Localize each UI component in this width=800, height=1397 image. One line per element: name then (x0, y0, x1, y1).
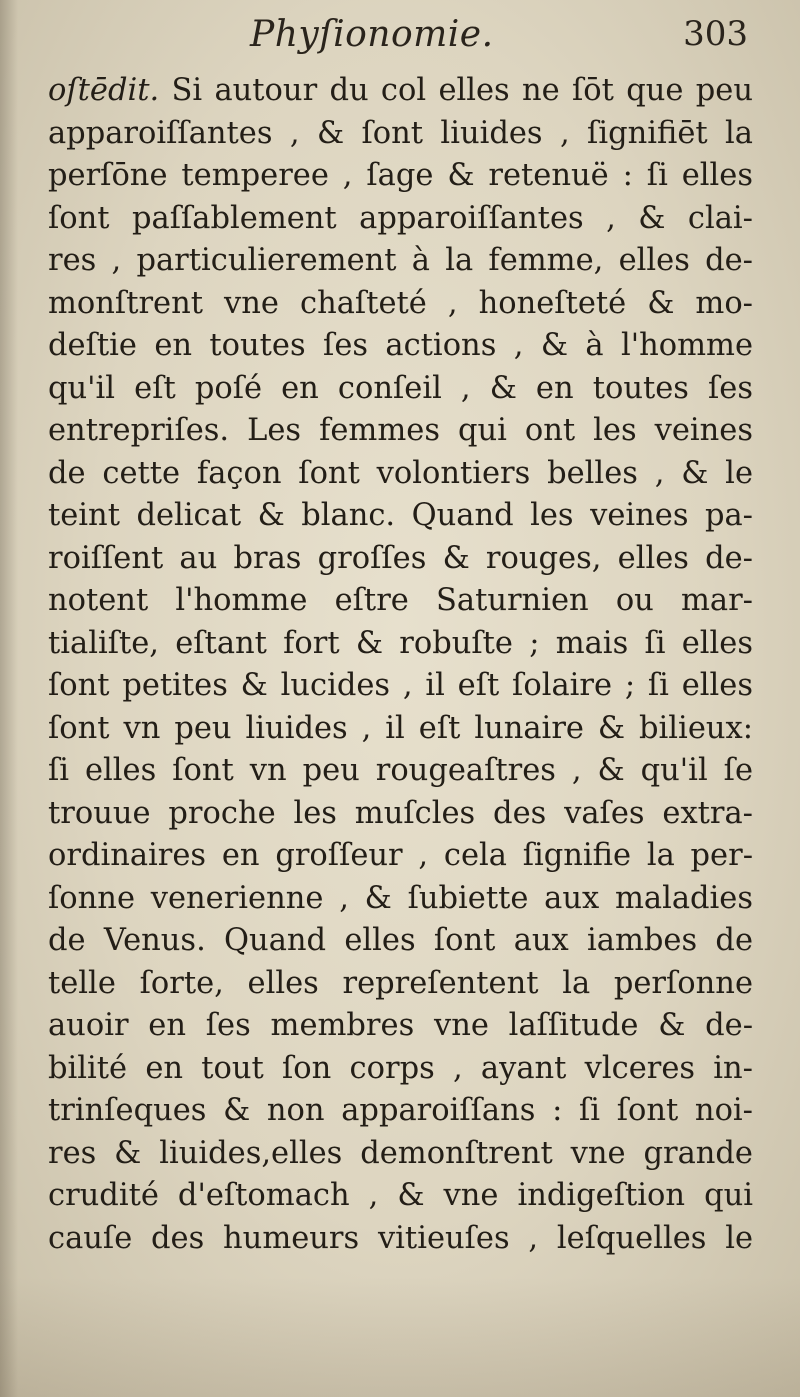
text-line: perſōne temperee , ſage & retenuë : ſi elles (48, 158, 753, 193)
text-line: tialiſte, eſtant fort & robuſte ; mais ſi elles (48, 625, 753, 661)
body-text (48, 70, 753, 1260)
text-line: entrepriſes. Les femmes qui ont les veines (48, 413, 753, 448)
running-title: Phyſionomie. (250, 14, 494, 55)
text-line: auoir en ſes membres vne laſſitude & de- (48, 1008, 753, 1043)
gutter-shadow (0, 0, 18, 1397)
page-number: 303 (683, 14, 748, 54)
catchword-continuation: oſtēdit. (48, 73, 160, 108)
text-line: monſtrent vne chaſteté , honeſteté & mo- (48, 285, 753, 321)
text-line: telle ſorte, elles repreſentent la perſonne (48, 965, 753, 1001)
text-line: res & liuides,elles demonſtrent vne grande (48, 1135, 753, 1171)
text-line: ſonne venerienne , & ſubiette aux maladies (48, 880, 753, 916)
text-line: notent l'homme eſtre Saturnien ou mar- (48, 583, 753, 618)
text-line: ordinaires en groſſeur , cela ſignifie la per- (48, 838, 753, 873)
text-line: ſont paſſablement apparoiſſantes , & clai- (48, 200, 753, 236)
text-line: ſont vn peu liuides , il eſt lunaire & bilieux: (48, 710, 753, 746)
text-line: teint delicat & blanc. Quand les veines pa- (48, 498, 753, 533)
text-line: qu'il eſt poſé en conſeil , & en toutes ſes (48, 370, 753, 406)
text-line-rest: Si autour du col elles ne ſōt que peu (159, 73, 753, 108)
text-line: ſont petites & lucides , il eſt ſolaire ; ſi elles (48, 668, 753, 703)
text-line: crudité d'eſtomach , & vne indigeſtion qui (48, 1178, 753, 1213)
text-line: cauſe des humeurs vitieuſes , leſquelles le (48, 1220, 753, 1256)
text-line: de cette façon ſont volontiers belles , & le (48, 455, 753, 491)
text-line: trinſeques & non apparoiſſans : ſi ſont noi- (48, 1093, 753, 1128)
text-line: res , particulierement à la femme, elles de- (48, 243, 753, 278)
page-header (0, 14, 800, 66)
text-line: de Venus. Quand elles ſont aux iambes de (48, 923, 753, 958)
text-line: apparoiſſantes , & ſont liuides , ſignifiēt la (48, 115, 753, 151)
text-line: bilité en tout ſon corps , ayant vlceres in- (48, 1050, 753, 1086)
text-line: trouue proche les muſcles des vaſes extra- (48, 795, 753, 831)
text-line (48, 70, 753, 113)
text-line: roiſſent au bras groſſes & rouges, elles de- (48, 540, 753, 576)
text-line: deſtie en toutes ſes actions , & à l'homme (48, 328, 753, 363)
text-line: ſi elles ſont vn peu rougeaſtres , & qu'il ſe (48, 753, 753, 788)
bottom-margin-shadow (0, 1277, 800, 1397)
